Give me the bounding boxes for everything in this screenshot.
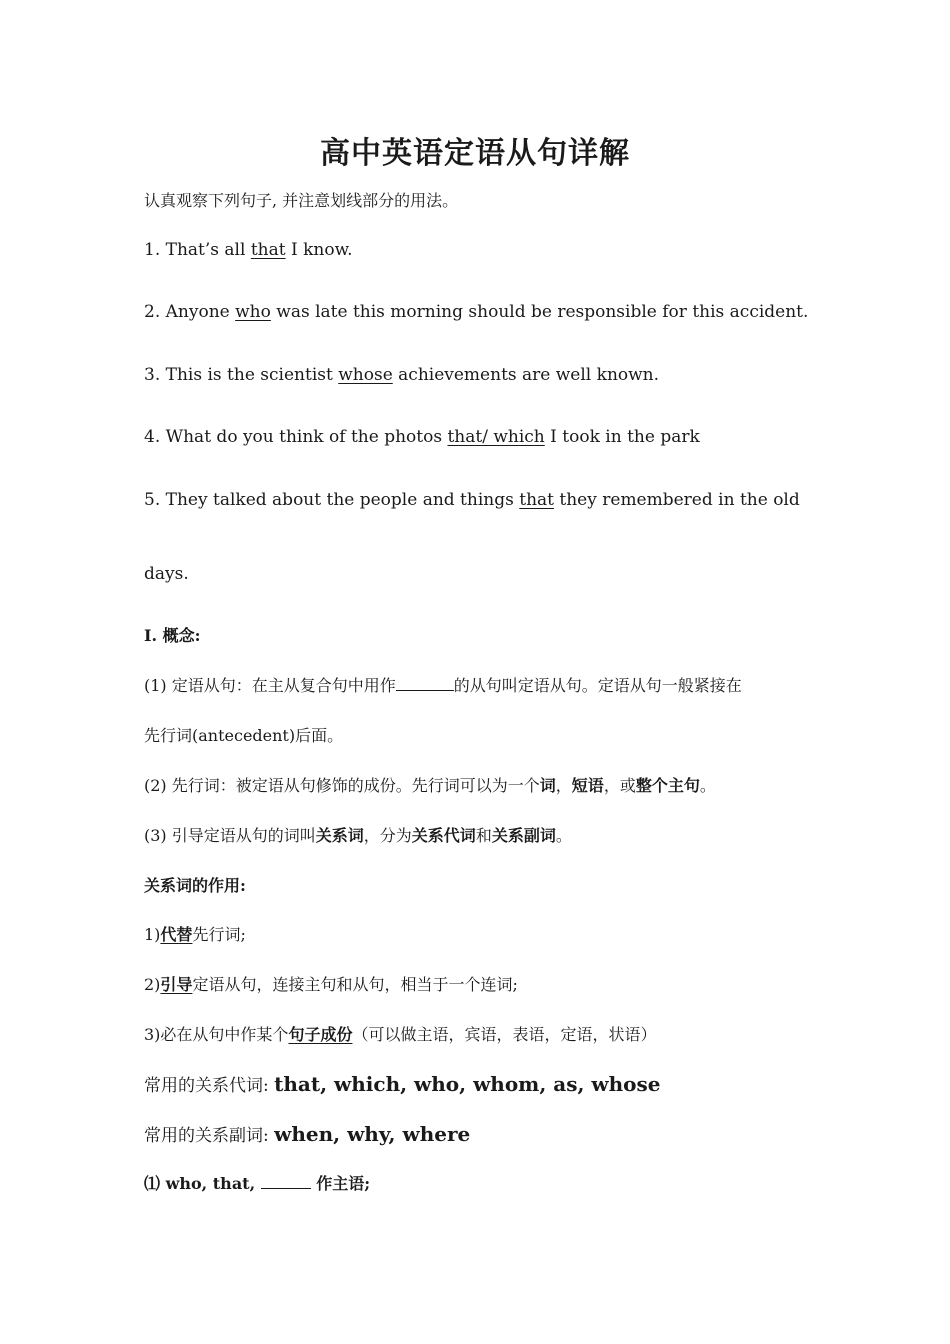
concept-paragraph-2 — [144, 774, 814, 798]
bold-term: 整个主句 — [635, 776, 700, 795]
paragraph-text: ，或 — [603, 776, 636, 795]
underlined-word: that/ which — [447, 427, 545, 447]
example-text: Anyone — [160, 302, 236, 322]
underlined-word: whose — [338, 365, 393, 385]
fill-blank — [261, 1172, 311, 1189]
pronouns-label: 常用的关系代词: — [144, 1076, 275, 1096]
paragraph-text: 。 — [699, 776, 716, 795]
usage-item-1 — [144, 1172, 814, 1196]
relative-pronouns-line — [144, 1072, 814, 1098]
underlined-word: who — [235, 302, 271, 322]
bold-term: 词 — [539, 776, 556, 795]
role-item-3 — [144, 1023, 814, 1047]
example-text: achievements are well known. — [392, 365, 660, 385]
example-5 — [144, 488, 814, 512]
example-number: 4. — [144, 427, 161, 447]
role-text: 定语从句，连接主句和从句，相当于一个连词; — [192, 975, 518, 994]
usage-text: 作主语; — [310, 1174, 371, 1193]
concept-paragraph-1-continuation: 先行词(antecedent)后面。 — [144, 726, 344, 745]
example-number: 2. — [144, 302, 161, 322]
concept-paragraph-3 — [144, 824, 814, 848]
paragraph-text: 和 — [475, 826, 492, 845]
pronouns-list: that, which, who, whom, as, whose — [274, 1072, 661, 1096]
example-text: I know. — [285, 240, 353, 260]
role-item-2 — [144, 973, 814, 997]
roles-heading: 关系词的作用: — [144, 876, 246, 895]
fill-blank — [396, 674, 454, 691]
example-text: They talked about the people and things — [160, 490, 520, 510]
paragraph-text: (2) 先行词：被定语从句修饰的成份。先行词可以为一个 — [144, 776, 540, 795]
bold-term: 短语 — [571, 776, 604, 795]
paragraph-text: (1) 定语从句：在主从复合句中用作 — [144, 676, 396, 695]
role-text: 1) — [144, 925, 161, 944]
underlined-word: that — [250, 240, 286, 260]
role-item-1 — [144, 923, 814, 947]
page-title: 高中英语定语从句详解 — [320, 136, 630, 171]
paragraph-text: 。 — [555, 826, 572, 845]
underlined-word: that — [519, 490, 554, 510]
example-1 — [144, 238, 814, 262]
example-text: This is the scientist — [160, 365, 339, 385]
example-number: 1. — [144, 240, 161, 260]
bold-term: 关系副词 — [491, 826, 556, 845]
paragraph-text: (3) 引导定语从句的词叫 — [144, 826, 316, 845]
instruction-text: 认真观察下列句子, 并注意划线部分的用法。 — [144, 191, 459, 210]
paragraph-text: ， — [555, 776, 572, 795]
usage-text: ⑴ who, that, — [144, 1174, 261, 1193]
section-heading-concept: Ⅰ. 概念: — [144, 626, 201, 645]
paragraph-text: 的从句叫定语从句。定语从句一般紧接在 — [453, 676, 742, 695]
example-number: 3. — [144, 365, 161, 385]
key-term: 句子成份 — [288, 1025, 353, 1044]
example-2 — [144, 300, 814, 324]
example-3 — [144, 363, 814, 387]
paragraph-text: ，分为 — [363, 826, 412, 845]
example-4 — [144, 425, 814, 449]
adverbs-label: 常用的关系副词: — [144, 1126, 275, 1146]
example-text: they remembered in the old — [554, 490, 800, 510]
adverbs-list: when, why, where — [274, 1122, 471, 1146]
key-term: 引导 — [160, 975, 193, 994]
example-text: What do you think of the photos — [160, 427, 448, 447]
role-text: 2) — [144, 975, 161, 994]
bold-term: 关系代词 — [411, 826, 476, 845]
example-text: was late this morning should be responsible for this accident. — [270, 302, 809, 322]
key-term: 代替 — [160, 925, 193, 944]
role-text: （可以做主语，宾语，表语，定语，状语） — [352, 1025, 657, 1044]
role-text: 先行词; — [192, 925, 246, 944]
relative-adverbs-line — [144, 1122, 814, 1148]
example-number: 5. — [144, 490, 161, 510]
example-5-continuation: days. — [144, 564, 189, 584]
example-text: That’s all — [160, 240, 251, 260]
role-text: 3)必在从句中作某个 — [144, 1025, 289, 1044]
concept-paragraph-1 — [144, 674, 814, 698]
bold-term: 关系词 — [315, 826, 364, 845]
example-text: I took in the park — [544, 427, 700, 447]
